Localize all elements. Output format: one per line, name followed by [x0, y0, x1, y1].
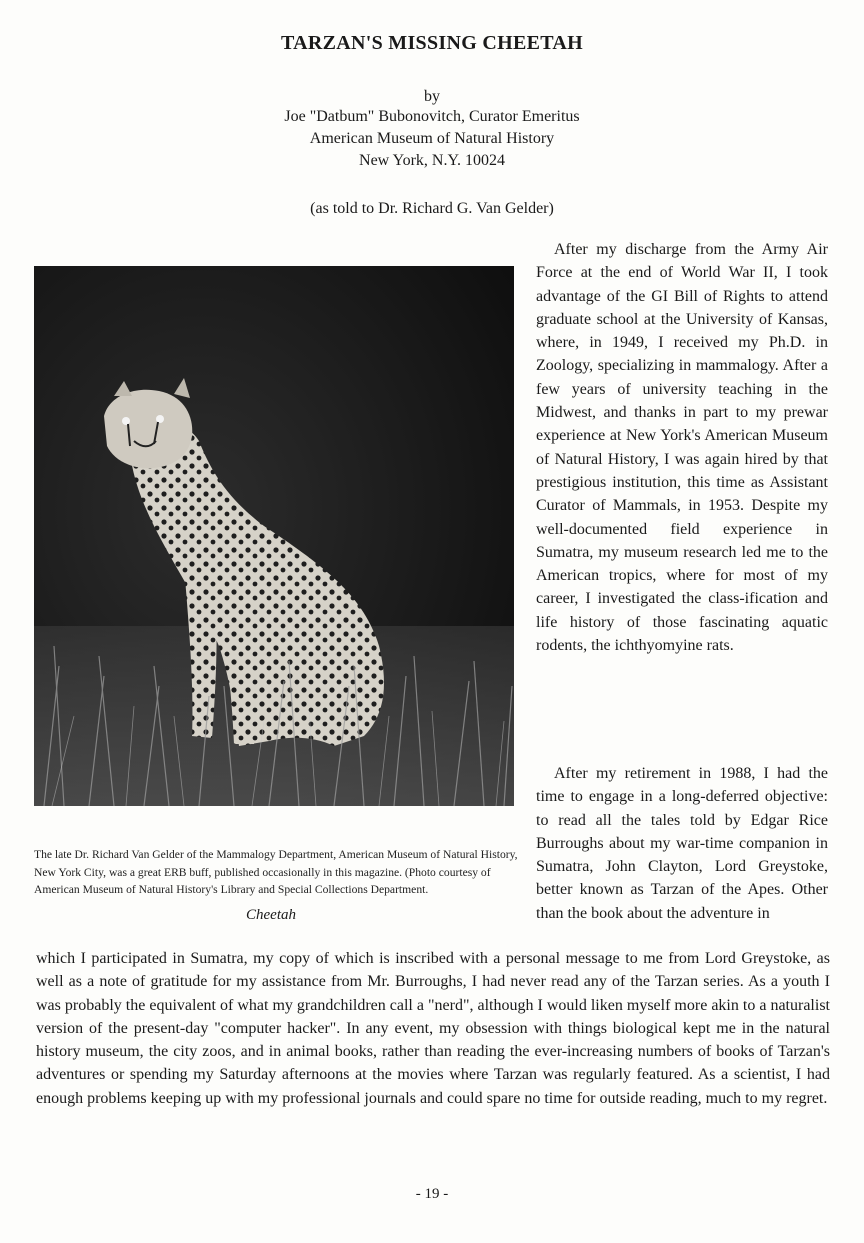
paragraph-1: After my discharge from the Army Air Force at the end of World War II, I took advantage of the GI Bill of Rights to attend graduate school at the University of Kansas, where, in 1949, I received my Ph.D. in Zoology, specializing in mammalogy. After a few years of university teaching in the Midwest, and thanks in part to my prewar experience at New York's American Museum of Natural History, I was again hired by that prestigious institution, this time as Assistant Curator of Mammals, in 1953. Despite my well-documented field experience in Sumatra, my museum research led me to the American tropics, where for most of my career, I investigated the class-ification and life history of those fascinating aquatic rodents, the ichthyomyine rats. — [536, 241, 828, 655]
cheetah-photo — [34, 266, 514, 806]
paragraph-2-column: After my retirement in 1988, I had the time to engage in a long-deferred objective: to read all the tales told by Edgar Rice Burroughs about my war-time companion in Sumatra, John Clayton, Lord Greystoke, better known as Tarzan of the Apes. Other than the book about the adventure in — [536, 765, 828, 922]
byline-told-to: (as told to Dr. Richard G. Van Gelder) — [310, 200, 554, 217]
paragraph-2-continued: which I participated in Sumatra, my copy of which is inscribed with a personal message to me from Lord Greystoke, as well as a note of gratitude for my assistance from Mr. Burroughs, I had never read any of the Tarzan series. As a youth I was probably the equivalent of what my grandchildren call a "nerd", although I would liken myself more akin to a naturalist version of the present-day "computer hacker". In any event, my obsession with things biological kept me in the natural history museum, the city zoos, and in animal books, rather than reading the ever-increasing numbers of books of Tarzan's adventures or spending my Saturday afternoons at the movies where Tarzan was regularly featured. As a scientist, I had enough problems keeping up with my professional journals and could spare no time for outside reading, much to my regret. — [36, 950, 830, 1107]
photo-caption: The late Dr. Richard Van Gelder of the Mammalogy Department, American Museum of Natural History, New York City, was a great ERB buff, published occasionally in this magazine. (Photo courtesy of American Museum of Natural History's Library and Special Collections Department. — [34, 848, 518, 896]
byline-author: Joe "Datbum" Bubonovitch, Curator Emeritus — [284, 108, 580, 125]
byline-city: New York, N.Y. 10024 — [359, 152, 505, 169]
cheetah-photograph-icon — [34, 266, 514, 806]
byline-by: by — [424, 88, 440, 105]
article-title: TARZAN'S MISSING CHEETAH — [280, 32, 584, 54]
byline-institution: American Museum of Natural History — [309, 130, 555, 147]
photo-label: Cheetah — [246, 907, 296, 923]
page-number: - 19 - — [415, 1186, 449, 1202]
